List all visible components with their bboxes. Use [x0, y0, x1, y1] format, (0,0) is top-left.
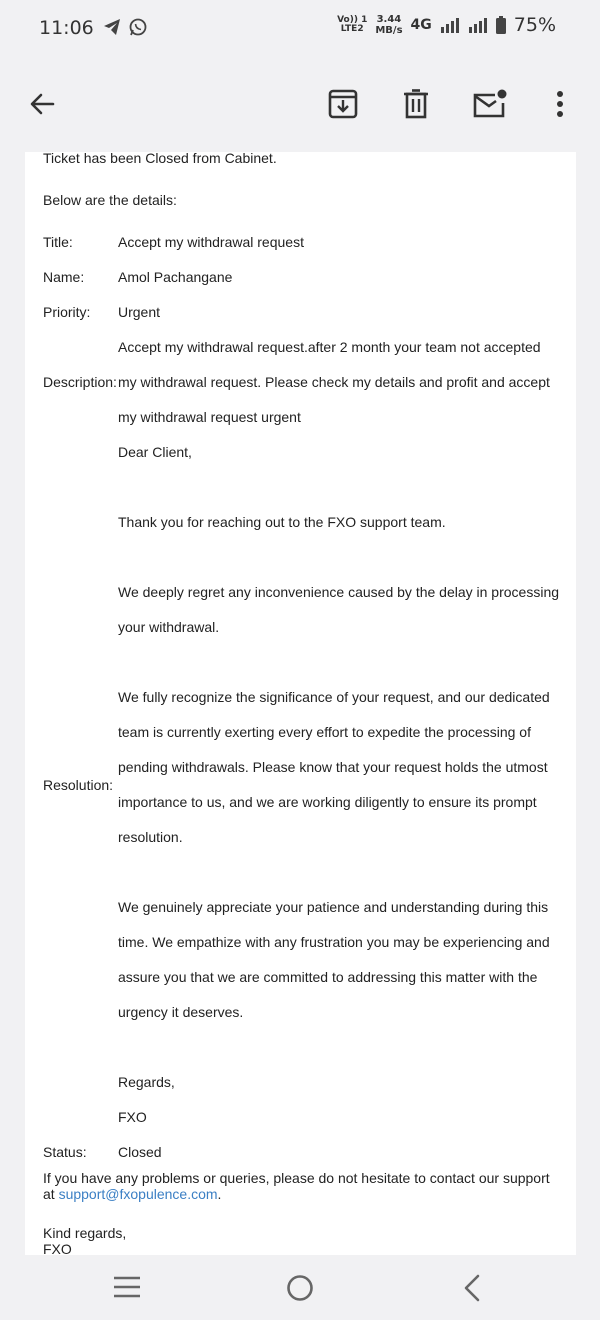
resolution-line: FXO	[118, 1109, 147, 1125]
details-intro: Below are the details:	[43, 192, 177, 208]
resolution-line: Dear Client,	[118, 444, 192, 460]
resolution-line: pending withdrawals. Please know that your request holds the utmost	[118, 759, 548, 775]
resolution-line: Thank you for reaching out to the FXO support team.	[118, 514, 446, 530]
resolution-line: We genuinely appreciate your patience and understanding during this	[118, 899, 549, 915]
notification-icons	[102, 17, 148, 37]
back-button[interactable]	[22, 84, 62, 124]
resolution-line: time. We empathize with any frustration you may be experiencing and	[118, 934, 550, 950]
battery-percentage: 75%	[513, 14, 556, 36]
back-arrow-icon	[28, 90, 56, 118]
status-value: Closed	[118, 1144, 162, 1160]
resolution-line: your withdrawal.	[118, 619, 220, 635]
description-line: my withdrawal request. Please check my details and profit and accept	[118, 374, 550, 390]
contact-text: If you have any problems or queries, please do not hesitate to contact our support at	[43, 1170, 550, 1202]
resolution-line: importance to us, and we are working diligently to ensure its prompt	[118, 794, 537, 810]
email-body	[25, 152, 576, 1255]
resolution-line: We fully recognize the significance of your request, and our dedicated	[118, 689, 550, 705]
signal-icon-sim2	[468, 17, 488, 33]
back-icon[interactable]	[462, 1274, 482, 1302]
network-speed: 3.44 MB/s	[375, 14, 403, 36]
home-icon[interactable]	[286, 1274, 314, 1302]
resolution-label: Resolution:	[43, 777, 114, 793]
status-label: Status:	[43, 1144, 87, 1160]
resolution-line: resolution.	[118, 829, 183, 845]
mark-unread-button[interactable]	[470, 84, 510, 124]
title-value: Accept my withdrawal request	[118, 234, 304, 250]
contact-paragraph	[43, 1170, 563, 1202]
clock: 11:06	[39, 17, 94, 39]
whatsapp-icon	[128, 17, 148, 37]
contact-end: .	[217, 1186, 222, 1202]
resolution-line: urgency it deserves.	[118, 1004, 244, 1020]
more-options-button[interactable]	[540, 84, 580, 124]
archive-icon	[328, 89, 358, 119]
intro-text: Ticket has been Closed from Cabinet.	[43, 152, 277, 166]
delete-icon	[402, 89, 430, 119]
telegram-icon	[102, 17, 122, 37]
status-bar	[0, 0, 600, 56]
volte-indicator: Vo)) 1 LTE2	[337, 15, 368, 34]
navigation-bar	[0, 1255, 600, 1320]
priority-value: Urgent	[118, 304, 161, 320]
resolution-line: assure you that we are committed to addressing this matter with the	[118, 969, 538, 985]
support-email-link[interactable]: support@fxopulence.com	[58, 1186, 218, 1202]
resolution-line: We deeply regret any inconvenience caused by the delay in processing	[118, 584, 560, 600]
archive-button[interactable]	[323, 84, 363, 124]
more-icon	[556, 90, 564, 118]
network-type: 4G	[410, 17, 432, 33]
signal-icon	[440, 17, 460, 33]
email-toolbar	[0, 56, 600, 152]
system-indicators	[337, 14, 556, 36]
description-label: Description:	[43, 374, 117, 390]
battery-icon	[496, 16, 506, 34]
mark-unread-icon	[473, 89, 507, 119]
delete-button[interactable]	[396, 84, 436, 124]
description-line: Accept my withdrawal request.after 2 month your team not accepted	[118, 339, 541, 355]
priority-label: Priority:	[43, 304, 91, 320]
title-label: Title:	[43, 234, 73, 250]
recents-icon[interactable]	[113, 1275, 141, 1299]
description-line: my withdrawal request urgent	[118, 409, 301, 425]
signature: FXO	[43, 1241, 72, 1255]
signoff: Kind regards,	[43, 1225, 127, 1241]
name-label: Name:	[43, 269, 85, 285]
resolution-line: Regards,	[118, 1074, 175, 1090]
name-value: Amol Pachangane	[118, 269, 233, 285]
resolution-line: team is currently exerting every effort to expedite the processing of	[118, 724, 531, 740]
